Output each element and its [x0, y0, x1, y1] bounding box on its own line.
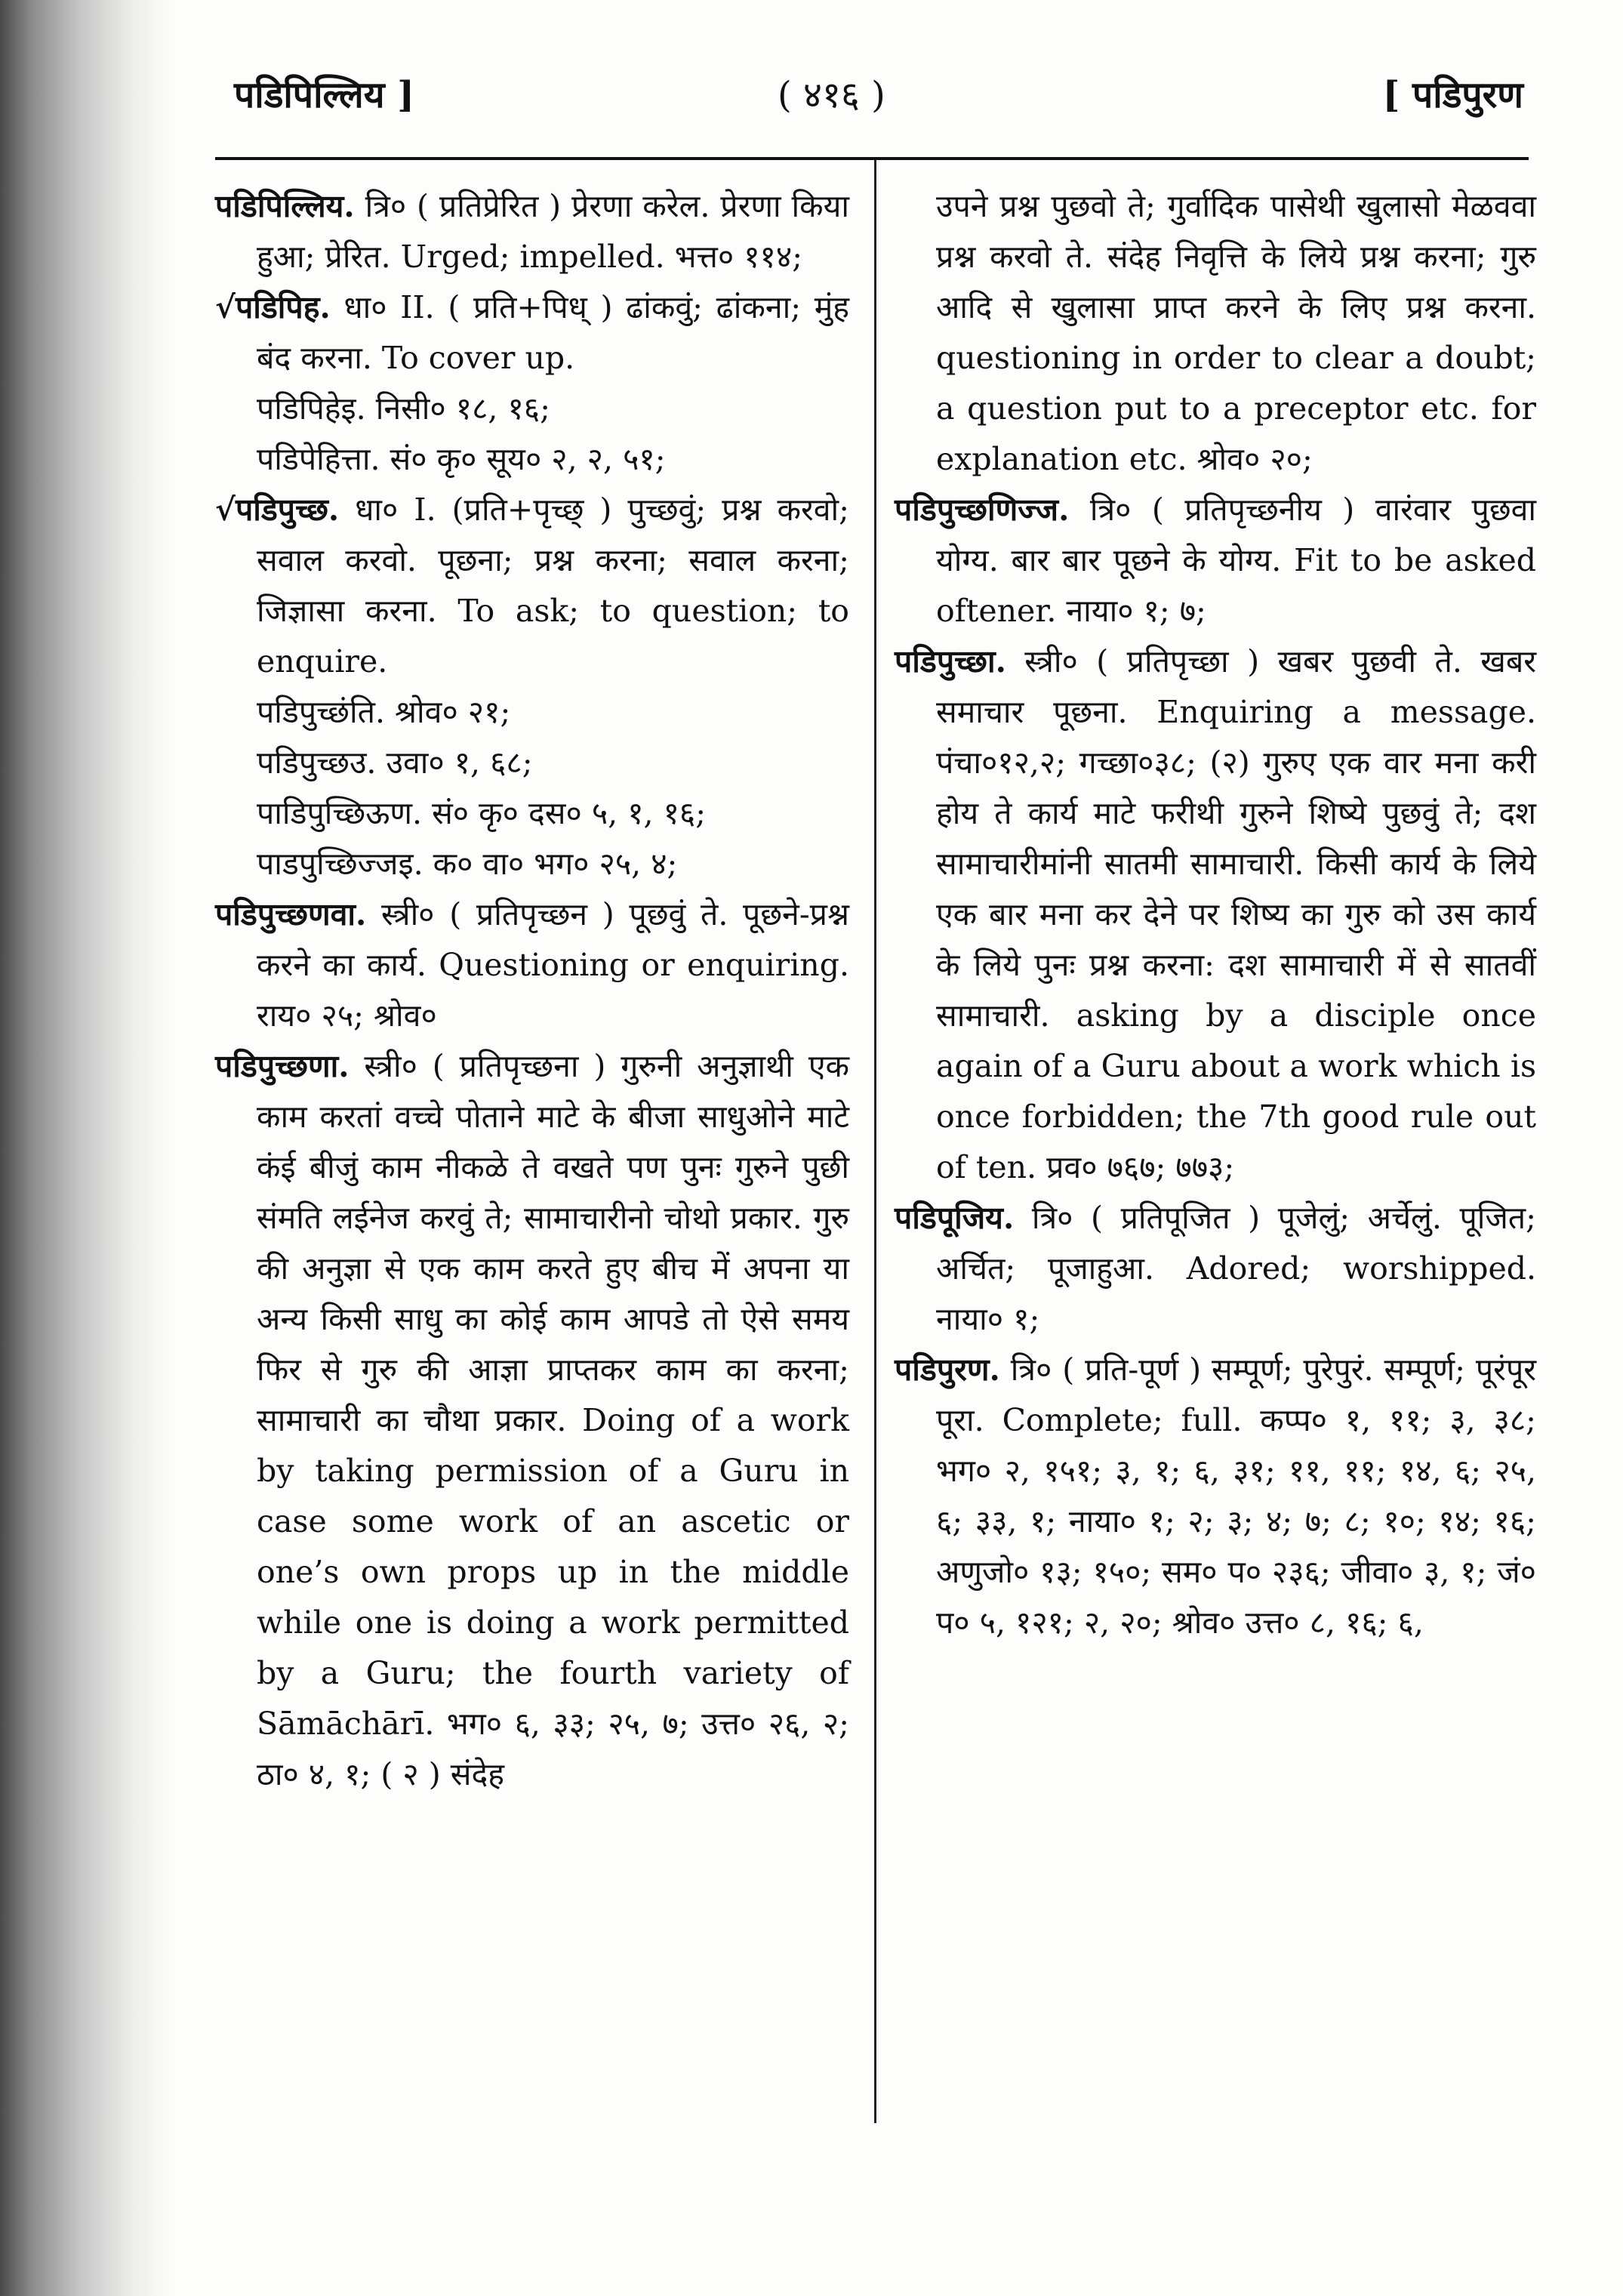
page-number: ( ४१६ )	[778, 74, 885, 116]
column-divider	[874, 160, 876, 2123]
entry-headword: पडिपुच्छणवा.	[215, 896, 367, 932]
page-header	[0, 62, 1623, 130]
entry-headword: पडिपुच्छ.	[235, 492, 340, 528]
entry-headword: पडिपुच्छणा.	[215, 1048, 350, 1084]
entry-headword: पडिपुच्छणिज्ज.	[895, 492, 1070, 528]
entry-definition: स्त्री० ( प्रतिपृच्छन ) पूछवुं ते. पूछने-प्रश्न करने का कार्य. Questioning or enquiring. राय० २५; श्रोव०	[257, 896, 849, 1034]
header-rule	[215, 157, 1529, 160]
entry-definition: त्रि० ( प्रतिपृच्छनीय ) वारंवार पुछवा योग्य. बार बार पूछने के योग्य. Fit to be asked oftener. नाया० १; ७;	[936, 492, 1536, 629]
dictionary-entry	[895, 485, 1536, 636]
entry-definition: पाडिपुच्छिऊण. सं० कृ० दस० ५, १, १६;	[257, 795, 707, 831]
entry-definition: त्रि० ( प्रतिपूजित ) पूजेलुं; अर्चेलुं. पूजित; अर्चित; पूजाहुआ. Adored; worshipped. नाया० १;	[936, 1200, 1536, 1337]
dictionary-entry	[215, 889, 849, 1041]
header-right-guideword: [ पडिपुरण	[1382, 74, 1523, 116]
dictionary-subentry	[215, 839, 849, 889]
entry-headword: पडिपिल्लिय.	[215, 188, 355, 224]
entry-definition: त्रि० ( प्रति-पूर्ण ) सम्पूर्ण; पुरेपुरं. सम्पूर्ण; पूरंपूर पूरा. Complete; full. कप्प० १, ११; ३, ३८; भग० २, १५१; ३, १; ६, ३१; ११, ११; १४, ६; २५, ६; ३३, १; नाया० १; २; ३; ४; ७; ८; १०; १४; १६; अणुजो० १३; १५०; सम० प० २३६; जीवा० ३, १; जं० प० ५, १२१; २, २०; श्रोव० उत्त० ८, १६; ६,	[936, 1351, 1536, 1641]
dictionary-subentry	[215, 738, 849, 788]
entry-headword: पडिपूजिय.	[895, 1200, 1015, 1236]
dictionary-entry	[215, 282, 849, 384]
dictionary-entry	[215, 1041, 849, 1800]
dictionary-entry	[895, 1345, 1536, 1648]
dictionary-entry	[215, 485, 849, 687]
entry-definition: स्त्री० ( प्रतिपृच्छना ) गुरुनी अनुज्ञाथी एक काम करतां वच्चे पोताने माटे के बीजा साधुओने माटे कंई बीजुं काम नीकळे ते वखते पण पुनः गुरुने पुछी संमति लईनेज करवुं ते; सामाचारीनो चोथो प्रकार. गुरु की अनुज्ञा से एक काम करते हुए बीच में अपना या अन्य किसी साधु का कोई काम आपडे तो ऐसे समय फिर से गुरु की आज्ञा प्राप्तकर काम का करना; सामाचारी का चौथा प्रकार. Doing of a work by taking permission of a Guru in case some work of an ascetic or one’s own props up in the middle while one is doing a work permitted by a Guru; the fourth variety of Sāmāchārī. भग० ६, ३३; २५, ७; उत्त० २६, २; ठा० ४, १; ( २ ) संदेह	[257, 1048, 849, 1792]
right-column	[895, 181, 1536, 1648]
dictionary-entry	[895, 1193, 1536, 1345]
entry-definition: पडिपेहित्ता. सं० कृ० सूय० २, २, ५१;	[257, 441, 666, 477]
dictionary-entry	[215, 181, 849, 282]
entry-headword: पडिपिह.	[235, 289, 331, 325]
left-column	[215, 181, 849, 1800]
entry-definition: धा० I. (प्रति+पृच्छ् ) पुच्छवुं; प्रश्न करवो; सवाल करवो. पूछना; प्रश्न करना; सवाल करना; जिज्ञासा करना. To ask; to question; to enquire.	[257, 492, 849, 680]
root-check-mark: √	[215, 289, 236, 325]
entry-continuation	[895, 181, 1536, 485]
entry-headword: पडिपुरण.	[895, 1351, 1000, 1388]
entry-definition: स्त्री० ( प्रतिपृच्छा ) खबर पुछवी ते. खबर समाचार पूछना. Enquiring a message. पंचा०१२,२; गच्छा०३८; (२) गुरुए एक वार मना करी होय ते कार्य माटे फरीथी गुरुने शिष्ये पुछवुं ते; दश सामाचारीमांनी सातमी सामाचारी. किसी कार्य के लिये एक बार मना कर देने पर शिष्य का गुरु को उस कार्य के लिये पुनः प्रश्न करना: दश सामाचारी में से सातवीं सामाचारी. asking by a disciple once again of a Guru about a work which is once forbidden; the 7th good rule out of ten. प्रव० ७६७; ७७३;	[936, 643, 1536, 1185]
entry-definition: धा० II. ( प्रति+पिध् ) ढांकवुं; ढांकना; मुंह बंद करना. To cover up.	[257, 289, 849, 376]
header-left-guideword: पडिपिल्लिय ]	[234, 74, 414, 116]
dictionary-subentry	[215, 384, 849, 434]
dictionary-entry	[895, 636, 1536, 1193]
entry-definition: पाडपुच्छिज्जइ. क० वा० भग० २५, ४;	[257, 846, 678, 882]
entry-headword: पडिपुच्छा.	[895, 643, 1006, 680]
scan-binding-shadow	[0, 0, 174, 2296]
root-check-mark: √	[215, 492, 236, 528]
entry-definition: त्रि० ( प्रतिप्रेरित ) प्रेरणा करेल. प्रेरणा किया हुआ; प्रेरित. Urged; impelled. भत्त० ११४;	[257, 188, 849, 275]
entry-definition: उपने प्रश्न पुछवो ते; गुर्वादिक पासेथी खुलासो मेळववा प्रश्न करवो ते. संदेह निवृत्ति के लिये प्रश्न करना; गुरु आदि से खुलासा प्राप्त करने के लिए प्रश्न करना. questioning in order to clear a doubt; a question put to a preceptor etc. for explanation etc. श्रोव० २०;	[936, 188, 1536, 477]
dictionary-subentry	[215, 687, 849, 738]
dictionary-subentry	[215, 434, 849, 485]
entry-definition: पडिपुच्छउ. उवा० १, ६८;	[257, 744, 533, 781]
dictionary-subentry	[215, 788, 849, 839]
entry-definition: पडिपिहेइ. निसी० १८, १६;	[257, 390, 550, 427]
entry-definition: पडिपुच्छंति. श्रोव० २१;	[257, 694, 511, 730]
